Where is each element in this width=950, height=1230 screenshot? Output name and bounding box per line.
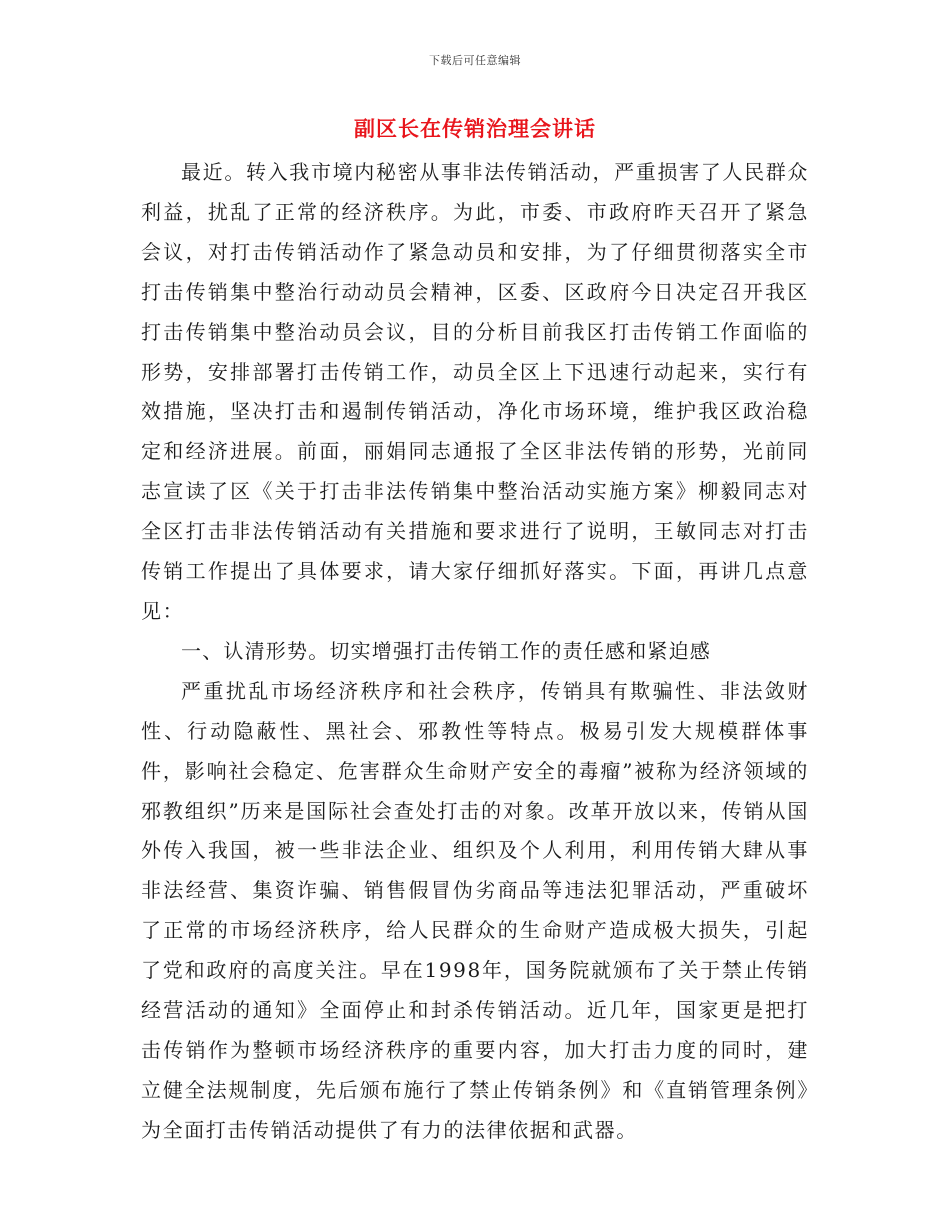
document-body — [141, 153, 809, 1151]
header-note: 下载后可任意编辑 — [429, 54, 521, 67]
section-heading-1: 一、认清形势。切实增强打击传销工作的责任感和紧迫感 — [181, 638, 711, 663]
document-title: 副区长在传销治理会讲话 — [354, 116, 596, 141]
paragraph-section-1: 严重扰乱市场经济秩序和社会秩序，传销具有欺骗性、非法敛财性、行动隐蔽性、黑社会、邪教性等特点。极易引发大规模群体事件，影响社会稳定、危害群众生命财产安全的毒瘤”被称为经济领域的邪教组织”历来是国际社会查处打击的对象。改革开放以来，传销从国外传入我国，被一些非法企业、组织及个人利用，利用传销大肆从事非法经营、集资诈骗、销售假冒伪劣商品等违法犯罪活动，严重破坏了正常的市场经济秩序，给人民群众的生命财产造成极大损失，引起了党和政府的高度关注。早在1998年，国务院就颁布了关于禁止传销经营活动的通知》全面停止和封杀传销活动。近几年，国家更是把打击传销作为整顿市场经济秩序的重要内容，加大打击力度的同时，建立健全法规制度，先后颁布施行了禁止传销条例》和《直销管理条例》为全面打击传销活动提供了有力的法律依据和武器。 — [141, 678, 809, 1142]
paragraph-intro: 最近。转入我市境内秘密从事非法传销活动，严重损害了人民群众利益，扰乱了正常的经济秩序。为此，市委、市政府昨天召开了紧急会议，对打击传销活动作了紧急动员和安排，为了仔细贯彻落实全市打击传销集中整治行动动员会精神，区委、区政府今日决定召开我区打击传销集中整治动员会议，目的分析目前我区打击传销工作面临的形势，安排部署打击传销工作，动员全区上下迅速行动起来，实行有效措施，坚决打击和遏制传销活动，净化市场环境，维护我区政治稳定和经济进展。前面，丽娟同志通报了全区非法传销的形势，光前同志宣读了区《关于打击非法传销集中整治活动实施方案》柳毅同志对全区打击非法传销活动有关措施和要求进行了说明，王敏同志对打击传销工作提出了具体要求，请大家仔细抓好落实。下面，再讲几点意见： — [141, 160, 809, 623]
